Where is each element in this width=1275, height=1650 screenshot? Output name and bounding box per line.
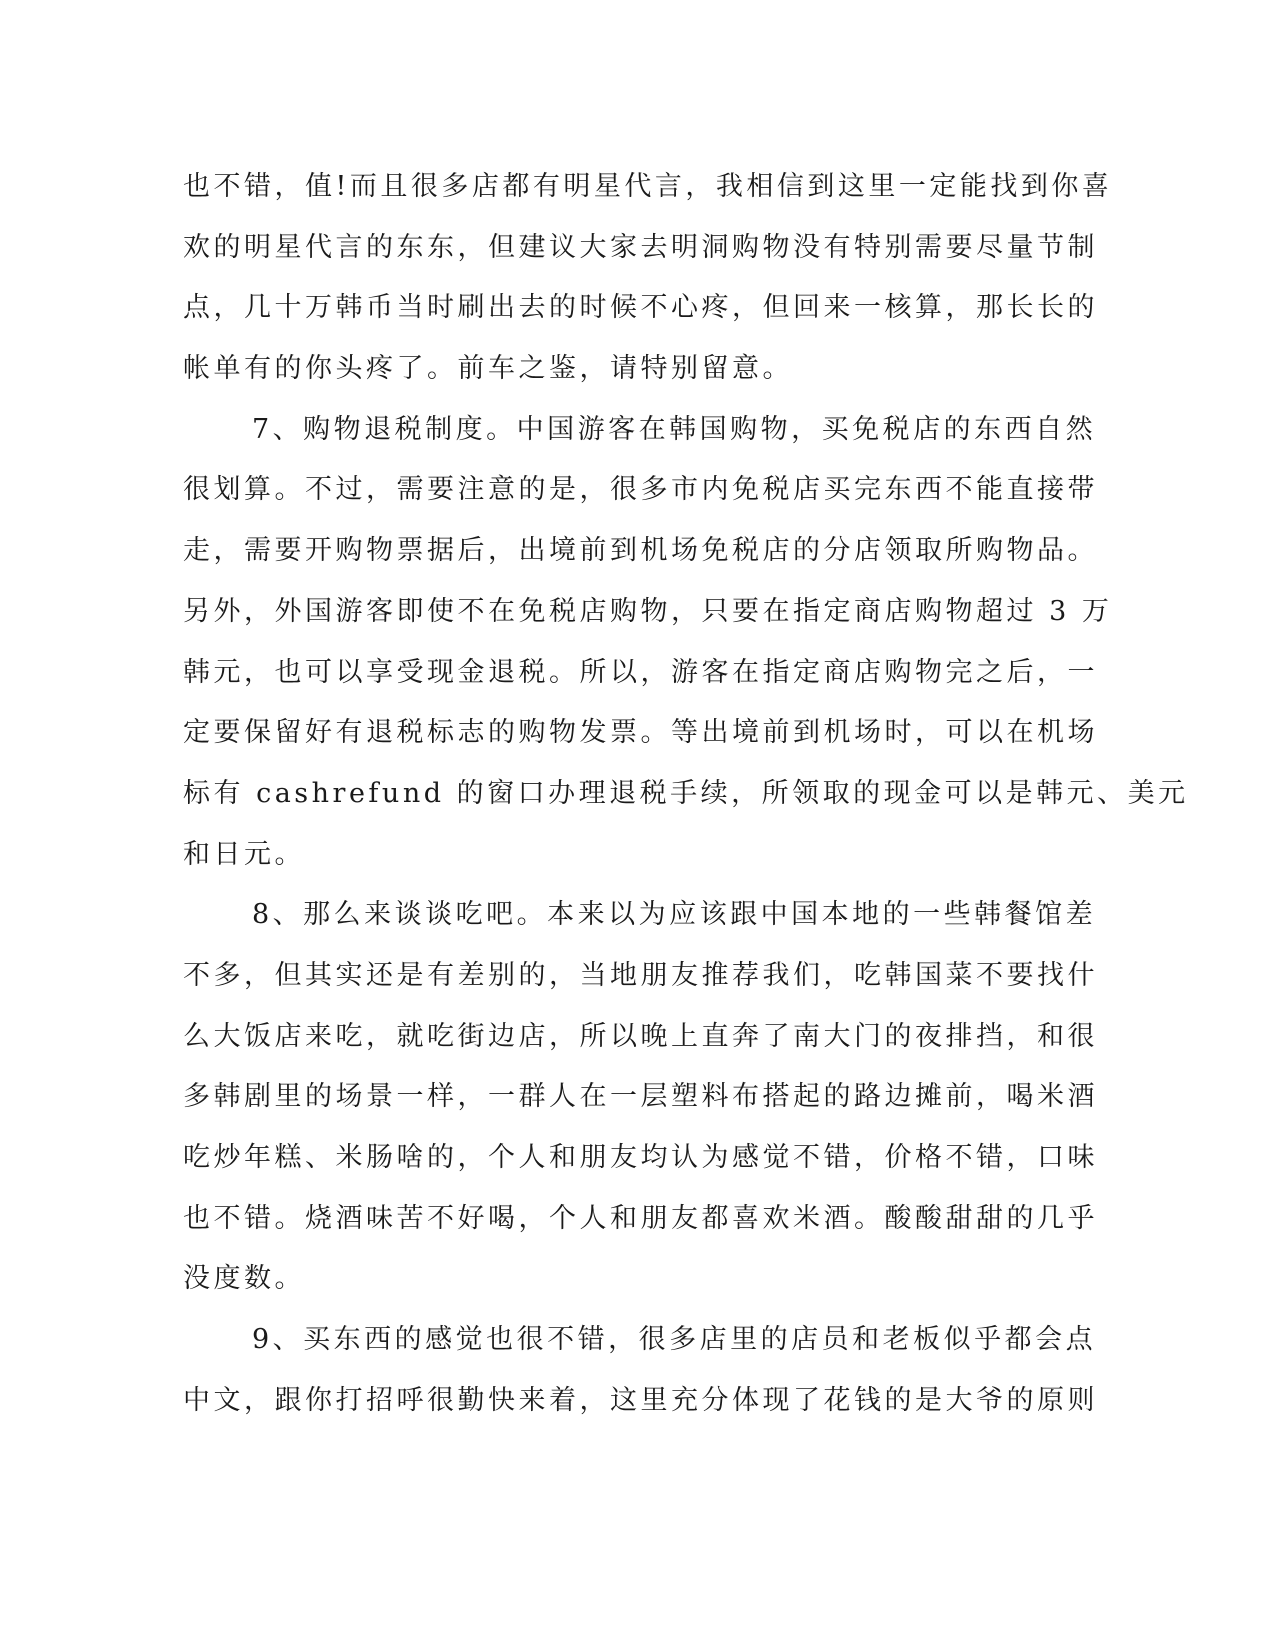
text-line: 也不错。烧酒味苦不好喝，个人和朋友都喜欢米酒。酸酸甜甜的几乎: [183, 1202, 1098, 1234]
text-line: 走，需要开购物票据后，出境前到机场免税店的分店领取所购物品。: [183, 535, 1098, 567]
paragraph-7: [183, 400, 1189, 886]
paragraph-continued: [183, 157, 1113, 400]
text-line: 和日元。: [183, 838, 305, 870]
body-text: [183, 157, 1189, 1431]
text-line: 么大饭店来吃，就吃街边店，所以晚上直奔了南大门的夜排挡，和很: [183, 1020, 1098, 1052]
text-line: 另外，外国游客即使不在免税店购物，只要在指定商店购物超过 3 万: [183, 595, 1113, 627]
text-line: 8、那么来谈谈吃吧。本来以为应该跟中国本地的一些韩餐馆差: [252, 899, 1097, 931]
text-line: 没度数。: [183, 1263, 305, 1295]
text-line: 点，几十万韩币当时刷出去的时候不心疼，但回来一核算，那长长的: [183, 292, 1098, 324]
text-line: 吃炒年糕、米肠啥的，个人和朋友均认为感觉不错，价格不错，口味: [183, 1142, 1098, 1173]
text-line: 标有 cashrefund 的窗口办理退税手续，所领取的现金可以是韩元、美元: [183, 777, 1189, 809]
text-line: 9、买东西的感觉也很不错，很多店里的店员和老板似乎都会点: [252, 1324, 1097, 1356]
text-line: 也不错，值!而且很多店都有明星代言，我相信到这里一定能找到你喜: [183, 171, 1113, 202]
text-line: 定要保留好有退税标志的购物发票。等出境前到机场时，可以在机场: [183, 717, 1098, 749]
paragraph-8: [183, 885, 1098, 1310]
text-line: 不多，但其实还是有差别的，当地朋友推荐我们，吃韩国菜不要找什: [183, 959, 1098, 991]
text-line: 帐单有的你头疼了。前车之鉴，请特别留意。: [183, 353, 793, 385]
paragraph-9: [183, 1310, 1098, 1431]
text-line: 欢的明星代言的东东，但建议大家去明洞购物没有特别需要尽量节制: [183, 231, 1098, 263]
text-line: 中文，跟你打招呼很勤快来着，这里充分体现了花钱的是大爷的原则: [183, 1384, 1098, 1416]
text-line: 多韩剧里的场景一样，一群人在一层塑料布搭起的路边摊前，喝米酒: [183, 1081, 1098, 1113]
text-line: 很划算。不过，需要注意的是，很多市内免税店买完东西不能直接带: [183, 474, 1098, 506]
text-line: 韩元，也可以享受现金退税。所以，游客在指定商店购物完之后，一: [183, 656, 1098, 688]
text-line: 7、购物退税制度。中国游客在韩国购物，买免税店的东西自然: [252, 413, 1097, 445]
